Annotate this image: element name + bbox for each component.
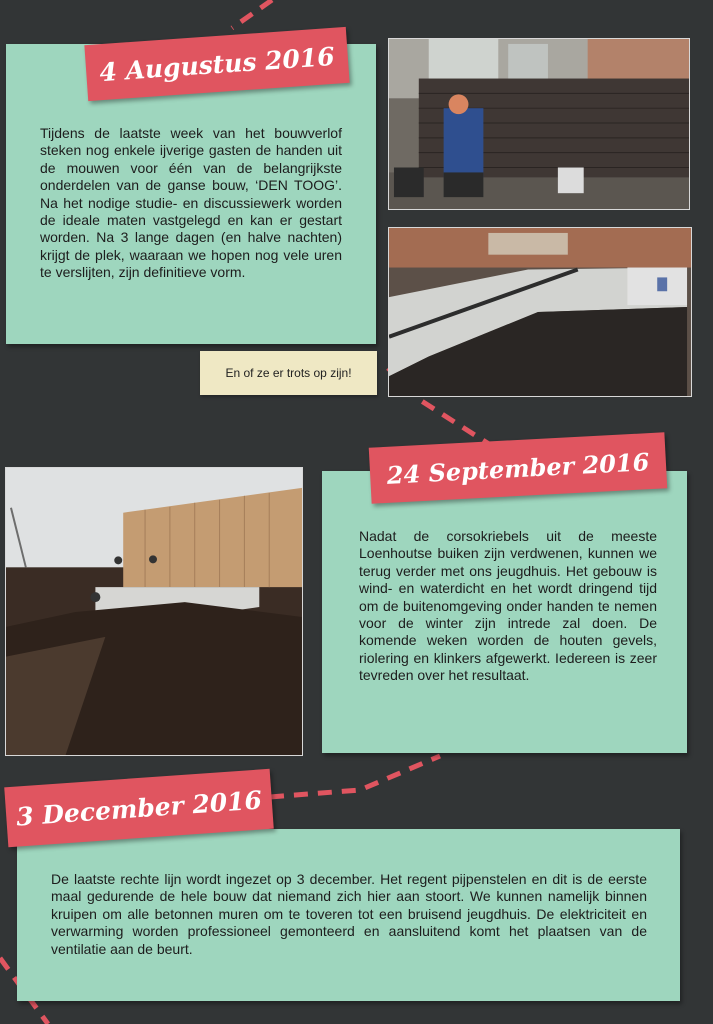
entry-text-december: De laatste rechte lijn wordt ingezet op 3 december. Het regent pijpenstelen en dit is de eerste maal gedurende de hele bouw dat niemand zich hier aan stoort. We kunnen namelijk binnen kruipen om alle betonnen muren om te toveren tot een bruisend jeugdhuis. De elektriciteit en verwarming worden professioneel gemonteerd en aansluitend komt het plaatsen van de ventilatie aan de beurt. <box>51 871 647 957</box>
photo-bar-construction <box>388 38 690 210</box>
date-label-september: 24 September 2016 <box>386 446 650 490</box>
date-label-december: 3 December 2016 <box>15 784 263 832</box>
caption-note-text: En of ze er trots op zijn! <box>225 366 352 380</box>
entry-text-september: Nadat de corsokriebels uit de meeste Loenhoutse buiken zijn verdwenen, kunnen we terug verder met ons jeugdhuis. Het gebouw is wind- en waterdicht en het wordt dringend tijd om de buitenomgeving onder handen te nemen voor de winter zijn intrede zal doen. De komende weken worden de houten gevels, riolering en klinkers afgewerkt. Iedereen is zeer tevreden over het resultaat. <box>359 528 657 684</box>
entry-card-december <box>17 829 680 1001</box>
photo-outdoor-works <box>5 467 303 756</box>
date-label-august: 4 Augustus 2016 <box>98 41 336 87</box>
entry-text-august: Tijdens de laatste week van het bouwverlof steken nog enkele ijverige gasten de handen uit de mouwen voor één van de belangrijkste onderdelen van de ganse bouw, ‘DEN TOOG’. Na het nodige studie- en discussiewerk worden de ideale maten vastgelegd en kan er gestart worden. Na 3 lange dagen (en halve nachten) krijgt de plek, waaraan we hopen nog vele uren te verslijten, zijn definitieve vorm. <box>40 125 342 281</box>
entry-card-september <box>322 471 687 753</box>
caption-note <box>200 351 377 395</box>
photo-bar-foundation <box>388 227 692 397</box>
